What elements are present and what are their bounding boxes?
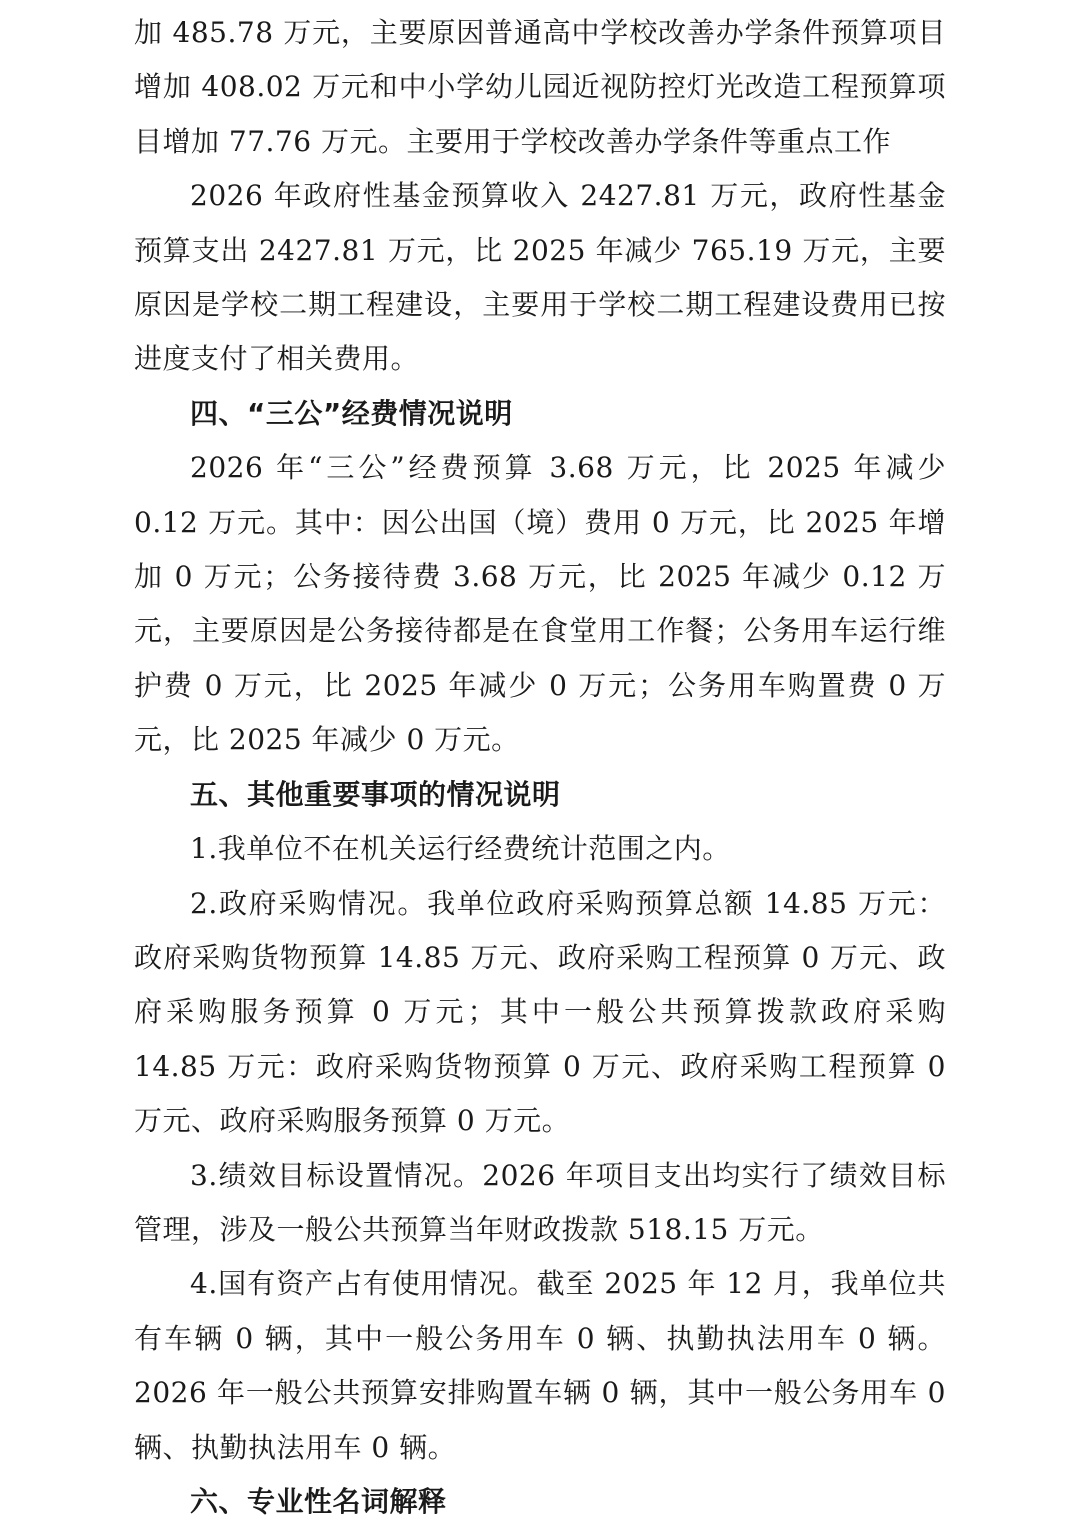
section-heading-terminology: 六、专业性名词解释: [190, 1484, 447, 1518]
paragraph-education-funding: 加 485.78 万元，主要原因普通高中学校改善办学条件预算项目增加 408.02 万元和中小学幼儿园近视防控灯光改造工程预算项目增加 77.76 万元。主要用于学校改善办学条件等重点工作: [134, 16, 946, 158]
paragraph-state-assets: 4.国有资产占有使用情况。截至 2025 年 12 月，我单位共有车辆 0 辆，其中一般公务用车 0 辆、执勤执法用车 0 辆。2026 年一般公共预算安排购置车辆 0 辆，其中一般公务用车 0 辆、执勤执法用车 0 辆。: [134, 1267, 946, 1464]
paragraph-three-public-expenses: 2026 年“三公”经费预算 3.68 万元，比 2025 年减少 0.12 万元。其中：因公出国（境）费用 0 万元，比 2025 年增加 0 万元；公务接待费 3.68 万元，比 2025 年减少 0.12 万元，主要原因是公务接待都是在食堂用工作餐；公务用车运行维护费 0 万元，比 2025 年减少 0 万元；公务用车购置费 0 万元，比 2025 年减少 0 万元。: [134, 451, 946, 757]
paragraph-government-procurement: 2.政府采购情况。我单位政府采购预算总额 14.85 万元：政府采购货物预算 14.85 万元、政府采购工程预算 0 万元、政府采购服务预算 0 万元；其中一般公共预算拨款政府采购 14.85 万元：政府采购货物预算 0 万元、政府采购工程预算 0 万元、政府采购服务预算 0 万元。: [134, 886, 946, 1138]
paragraph-operating-funds: 1.我单位不在机关运行经费统计范围之内。: [190, 832, 731, 866]
paragraph-performance-targets: 3.绩效目标设置情况。2026 年项目支出均实行了绩效目标管理，涉及一般公共预算当年财政拨款 518.15 万元。: [134, 1158, 946, 1246]
section-heading-other-matters: 五、其他重要事项的情况说明: [190, 777, 561, 811]
document-page: [134, 6, 946, 1529]
paragraph-government-fund-budget: 2026 年政府性基金预算收入 2427.81 万元，政府性基金预算支出 2427.81 万元，比 2025 年减少 765.19 万元，主要原因是学校二期工程建设，主要用于学校二期工程建设费用已按进度支付了相关费用。: [134, 179, 946, 376]
section-heading-three-public-expenses: 四、“三公”经费情况说明: [190, 396, 513, 430]
